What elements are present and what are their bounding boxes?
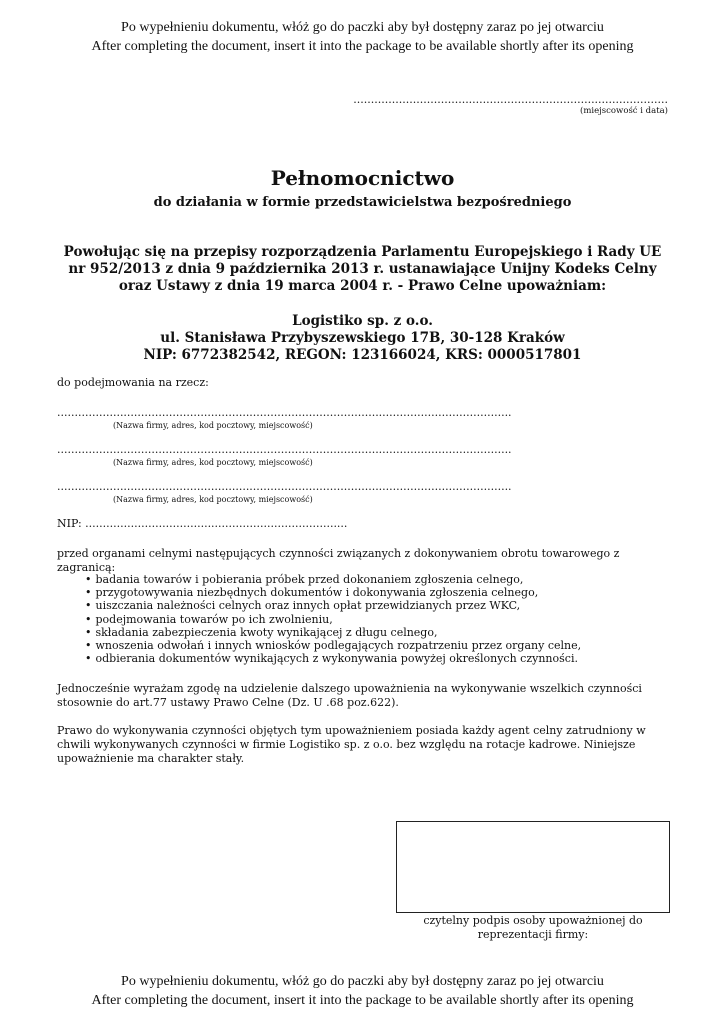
- top-notice-pl: Po wypełnieniu dokumentu, włóż go do paczki aby był dostępny zaraz po jej otwarciu: [121, 20, 604, 35]
- fill-line-2-label: (Nazwa firmy, adres, kod pocztowy, miejscowość): [113, 458, 313, 467]
- top-notice-en: After completing the document, insert it into the package to be available shortly after its opening: [91, 39, 634, 54]
- page-title: Pełnomocnictwo: [270, 166, 455, 190]
- signature-box[interactable]: [396, 821, 670, 913]
- agents-paragraph: Prawo do wykonywania czynności objętych tym upoważnieniem posiada każdy agent celny zatrudniony w chwili wykonywanych czynności w firmie Logistiko sp. z o.o. bez względu na rotacje kadrowe. Niniejsze upoważnienie ma charakter stały.: [57, 724, 646, 765]
- signature-caption: czytelny podpis osoby upoważnionej do reprezentacji firmy:: [423, 914, 643, 941]
- company-name: Logistiko sp. z o.o.: [292, 313, 433, 329]
- list-item: • badania towarów i pobierania próbek przed dokonaniem zgłoszenia celnego,: [85, 573, 675, 586]
- list-item: • składania zabezpieczenia kwoty wynikającej z długu celnego,: [85, 626, 675, 639]
- company-ids: NIP: 6772382542, REGON: 123166024, KRS: 0000517801: [143, 347, 582, 363]
- bottom-notice-en: After completing the document, insert it into the package to be available shortly after its opening: [91, 993, 634, 1008]
- list-item: • wnoszenia odwołań i innych wniosków podlegających rozpatrzeniu przez organy celne,: [85, 639, 675, 652]
- place-date-field[interactable]: ..........................................................................................: [353, 93, 668, 106]
- fill-line-1[interactable]: ..................................................................................................................................: [57, 406, 512, 419]
- bottom-notice: [0, 972, 725, 1010]
- page-subtitle: do działania w formie przedstawicielstwa bezpośredniego: [153, 195, 572, 210]
- legal-basis: Powołując się na przepisy rozporządzenia Parlamentu Europejskiego i Rady UE nr 952/2013 z dnia 9 października 2013 r. ustanawiające Unijny Kodeks Celny oraz Ustawy z dnia 19 marca 2004 r. - Prawo Celne upoważniam:: [63, 244, 662, 294]
- authorities-intro: przed organami celnymi następujących czynności związanych z dokonywaniem obrotu towarowego z zagranicą:: [57, 547, 620, 574]
- list-item: • przygotowywania niezbędnych dokumentów i dokonywania zgłoszenia celnego,: [85, 586, 675, 599]
- company-address: ul. Stanisława Przybyszewskiego 17B, 30-128 Kraków: [160, 330, 565, 346]
- fill-line-3[interactable]: ..................................................................................................................................: [57, 480, 512, 493]
- company-block: [0, 313, 725, 364]
- acts-list: [85, 573, 675, 665]
- nip-field[interactable]: NIP: ...........................................................................: [57, 517, 348, 530]
- fill-line-2[interactable]: ..................................................................................................................................: [57, 443, 512, 456]
- list-item: • odbierania dokumentów wynikających z wykonywania powyżej określonych czynności.: [85, 652, 675, 665]
- list-item: • uiszczania należności celnych oraz innych opłat przewidzianych przez WKC,: [85, 599, 675, 612]
- consent-paragraph: Jednocześnie wyrażam zgodę na udzielenie dalszego upoważnienia na wykonywanie wszelkich czynności stosownie do art.77 ustawy Prawo Celne (Dz. U .68 poz.622).: [57, 682, 642, 709]
- top-notice: [0, 18, 725, 56]
- bottom-notice-pl: Po wypełnieniu dokumentu, włóż go do paczki aby był dostępny zaraz po jej otwarciu: [121, 974, 604, 989]
- fill-line-1-label: (Nazwa firmy, adres, kod pocztowy, miejscowość): [113, 421, 313, 430]
- fill-line-3-label: (Nazwa firmy, adres, kod pocztowy, miejscowość): [113, 495, 313, 504]
- place-date-label: (miejscowość i data): [580, 106, 668, 116]
- list-item: • podejmowania towarów po ich zwolnieniu,: [85, 613, 675, 626]
- on-behalf-label: do podejmowania na rzecz:: [57, 376, 209, 389]
